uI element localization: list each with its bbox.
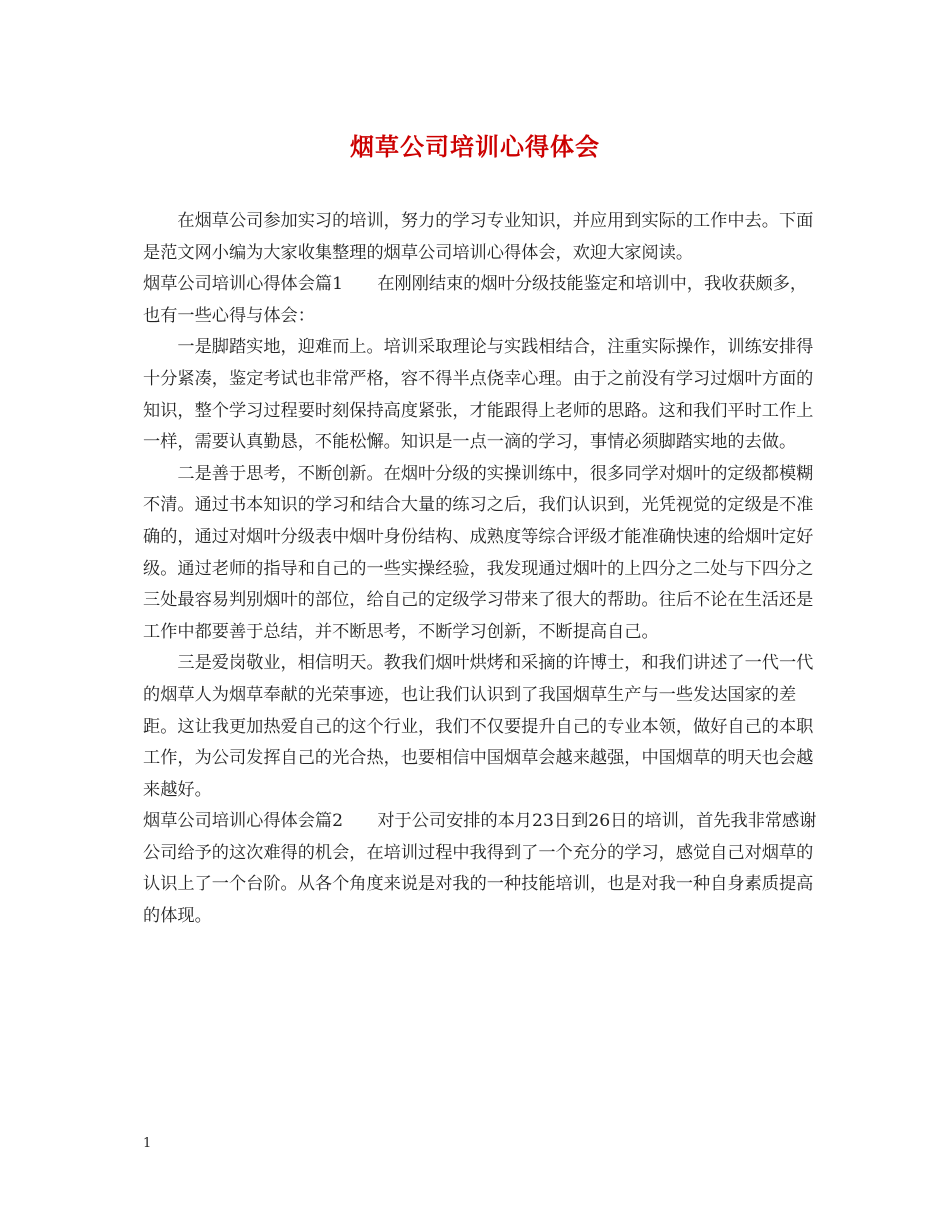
page-number: 1 (143, 1136, 152, 1151)
document-body (143, 206, 821, 933)
body-paragraph: 一是脚踏实地，迎难而上。培训采取理论与实践相结合，注重实际操作，训练安排得十分紧凑，鉴定考试也非常严格，容不得半点侥幸心理。由于之前没有学习过烟叶方面的知识，整个学习过程要时刻保持高度紧张，才能跟得上老师的思路。这和我们平时工作上一样，需要认真勤恳，不能松懈。知识是一点一滴的学习，事情必须脚踏实地的去做。 (143, 337, 814, 453)
body-paragraph: 三是爱岗敬业，相信明天。教我们烟叶烘烤和采摘的许博士，和我们讲述了一代一代的烟草人为烟草奉献的光荣事迹，也让我们认识到了我国烟草生产与一些发达国家的差距。这让我更加热爱自己的这个行业，我们不仅要提升自己的专业本领，做好自己的本职工作，为公司发挥自己的光合热，也要相信中国烟草会越来越强，中国烟草的明天也会越来越好。 (143, 653, 814, 800)
intro-paragraph: 在烟草公司参加实习的培训，努力的学习专业知识，并应用到实际的工作中去。下面是范文网小编为大家收集整理的烟草公司培训心得体会，欢迎大家阅读。 (143, 211, 814, 263)
section-heading-paragraph-2: 烟草公司培训心得体会篇2 对于公司安排的本月23日到26日的培训，首先我非常感谢公司给予的这次难得的机会，在培训过程中我得到了一个充分的学习，感觉自己对烟草的认识上了一个台阶。从各个角度来说是对我的一种技能培训，也是对我一种自身素质提高的体现。 (143, 811, 817, 927)
document-title: 烟草公司培训心得体会 (350, 132, 600, 161)
section-heading-paragraph-1: 烟草公司培训心得体会篇1 在刚刚结束的烟叶分级技能鉴定和培训中，我收获颇多，也有一些心得与体会： (143, 274, 808, 326)
body-paragraph: 二是善于思考，不断创新。在烟叶分级的实操训练中，很多同学对烟叶的定级都模糊不清。通过书本知识的学习和结合大量的练习之后，我们认识到，光凭视觉的定级是不准确的，通过对烟叶分级表中烟叶身份结构、成熟度等综合评级才能准确快速的给烟叶定好级。通过老师的指导和自己的一些实操经验，我发现通过烟叶的上四分之二处与下四分之三处最容易判别烟叶的部位，给自己的定级学习带来了很大的帮助。往后不论在生活还是工作中都要善于总结，并不断思考，不断学习创新，不断提高自己。 (143, 463, 814, 642)
